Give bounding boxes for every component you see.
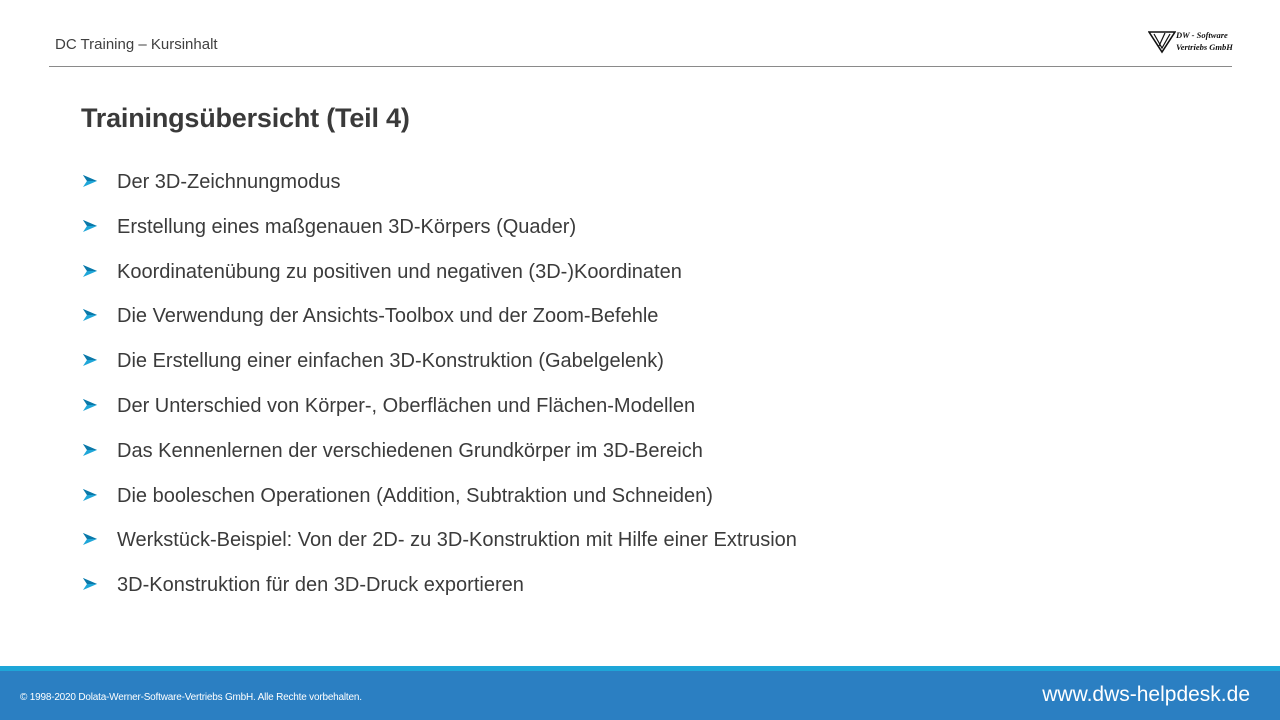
list-item [82, 171, 797, 216]
list-item [82, 261, 797, 306]
list-item [82, 350, 797, 395]
list-item [82, 305, 797, 350]
list-item [82, 574, 797, 619]
arrowhead-bullet-icon [82, 529, 117, 546]
list-item-text: Koordinatenübung zu positiven und negativen (3D-)Koordinaten [117, 260, 682, 283]
list-item [82, 440, 797, 485]
list-item-text: Die Erstellung einer einfachen 3D-Konstruktion (Gabelgelenk) [117, 350, 664, 373]
logo-text-line2: Vertriebs GmbH [1176, 42, 1233, 52]
list-item-text: Der Unterschied von Körper-, Oberflächen und Flächen-Modellen [117, 394, 696, 417]
list-item-text: Erstellung eines maßgenauen 3D-Körpers (Quader) [117, 215, 577, 238]
list-item-text: 3D-Konstruktion für den 3D-Druck exportieren [117, 574, 524, 597]
list-item-text: Die Verwendung der Ansichts-Toolbox und der Zoom-Befehle [117, 305, 659, 328]
list-item-text: Die booleschen Operationen (Addition, Subtraktion und Schneiden) [117, 484, 713, 507]
list-item [82, 485, 797, 530]
slide-title: Trainingsübersicht (Teil 4) [81, 103, 410, 133]
footer-bar [0, 671, 1280, 720]
company-logo [1148, 30, 1234, 54]
list-item [82, 216, 797, 261]
dw-logo-icon [1148, 30, 1176, 54]
arrowhead-bullet-icon [82, 395, 117, 412]
list-item [82, 395, 797, 440]
training-topic-list [82, 171, 797, 619]
arrowhead-bullet-icon [82, 574, 117, 591]
header-divider [49, 66, 1232, 67]
list-item-text: Der 3D-Zeichnungmodus [117, 171, 341, 193]
copyright-notice: © 1998-2020 Dolata-Werner-Software-Vertriebs GmbH. Alle Rechte vorbehalten. [20, 692, 362, 703]
logo-text-line1: DW - Software [1176, 30, 1228, 40]
arrowhead-bullet-icon [82, 216, 117, 233]
header-title: DC Training – Kursinhalt [55, 36, 218, 53]
list-item-text: Das Kennenlernen der verschiedenen Grundkörper im 3D-Bereich [117, 439, 703, 462]
arrowhead-bullet-icon [82, 350, 117, 367]
arrowhead-bullet-icon [82, 171, 117, 188]
list-item-text: Werkstück-Beispiel: Von der 2D- zu 3D-Konstruktion mit Hilfe einer Extrusion [117, 529, 797, 552]
arrowhead-bullet-icon [82, 485, 117, 502]
arrowhead-bullet-icon [82, 305, 117, 322]
arrowhead-bullet-icon [82, 261, 117, 278]
website-link[interactable]: www.dws-helpdesk.de [1042, 683, 1250, 706]
list-item [82, 529, 797, 574]
arrowhead-bullet-icon [82, 440, 117, 457]
